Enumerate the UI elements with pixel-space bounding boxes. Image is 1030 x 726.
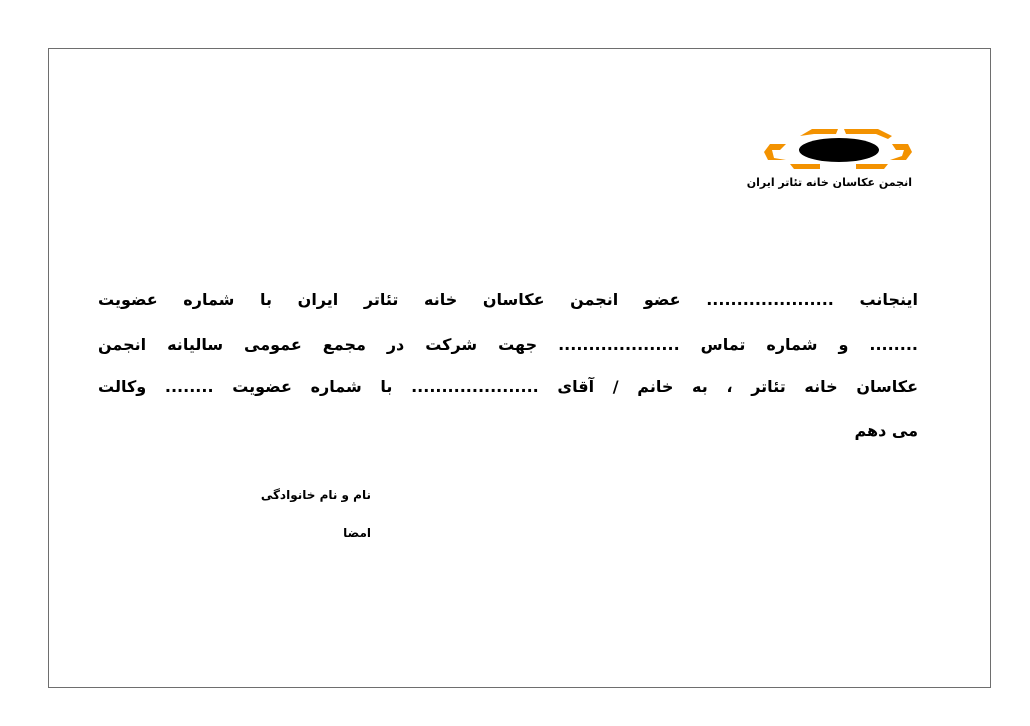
- association-emblem-icon: [760, 126, 918, 176]
- form-line-1: اینجانب ..................... عضو انجمن عکاسان خانه تئاتر ایران با شماره عضویت: [98, 290, 918, 309]
- association-logo: [746, 126, 918, 200]
- form-line-3: عکاسان خانه تئاتر ، به خانم / آقای ..................... با شماره عضویت ........ وکالت: [98, 377, 918, 396]
- signature-name-label: نام و نام خانوادگی: [260, 488, 371, 502]
- form-line-2: ........ و شماره تماس .................... جهت شرکت در مجمع عمومی سالیانه انجمن: [98, 335, 918, 354]
- logo-text: انجمن عکاسان خانه تئاتر ایران: [746, 176, 912, 189]
- signature-sign-label: امضا: [343, 526, 371, 540]
- form-line-4: می دهم: [854, 421, 918, 440]
